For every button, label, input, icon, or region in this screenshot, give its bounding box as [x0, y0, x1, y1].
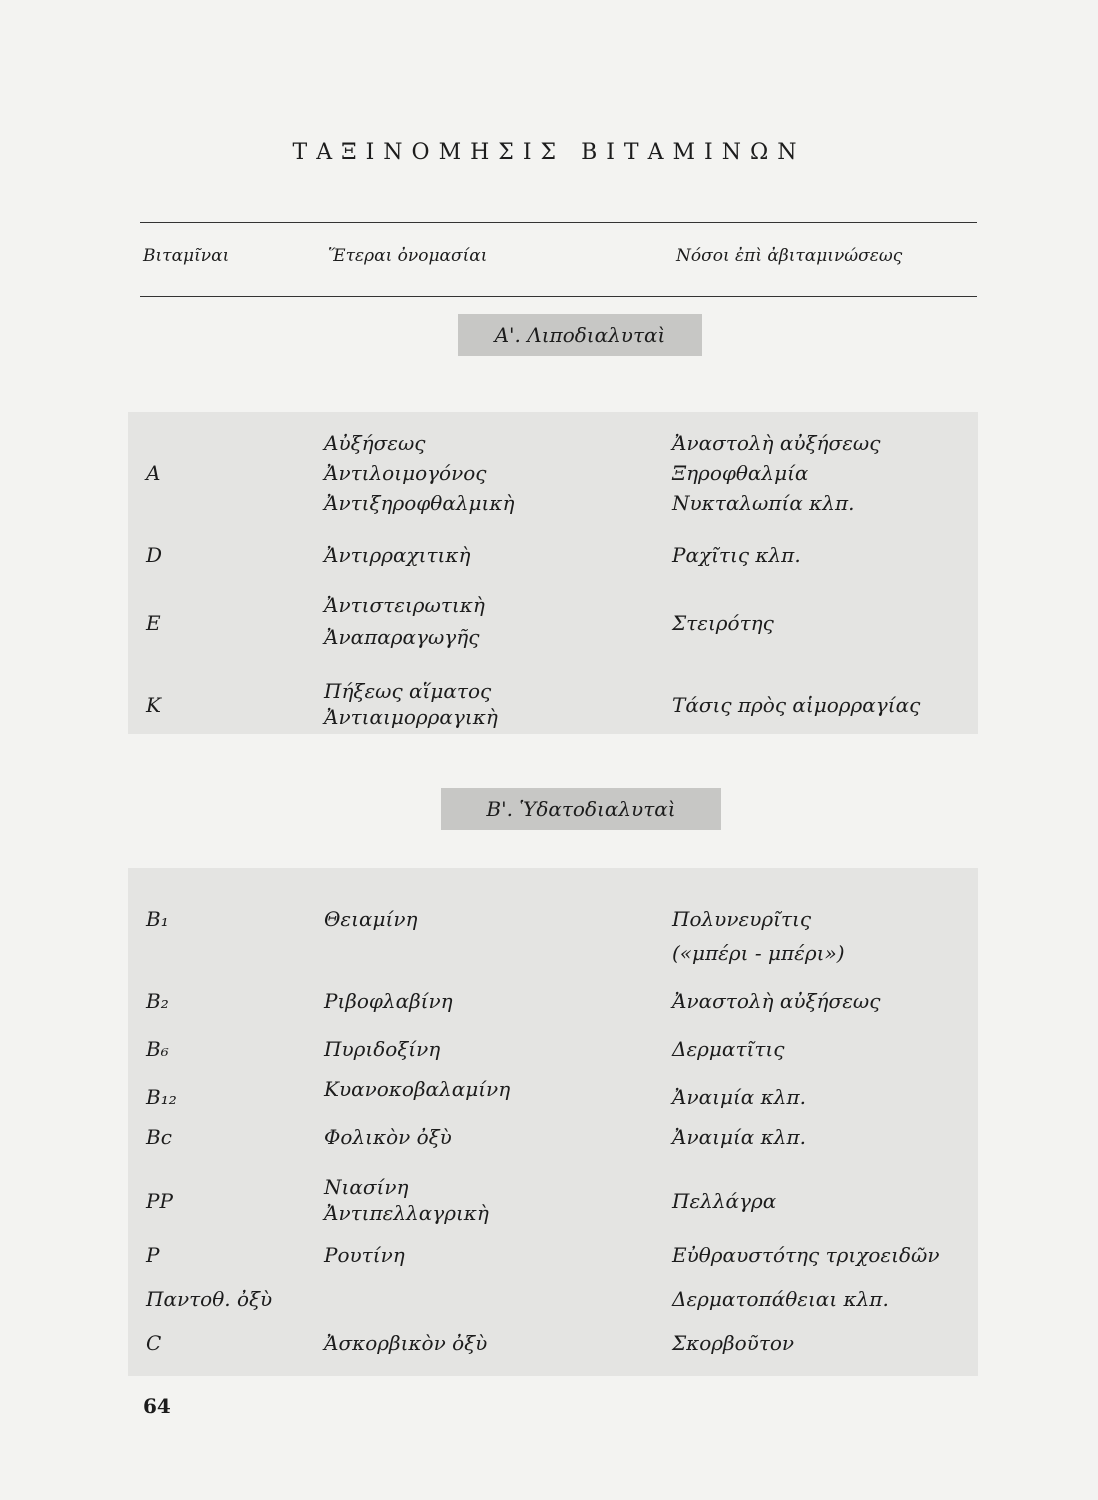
table-cell-disease: Στειρότης: [672, 611, 774, 635]
table-cell-vitamin: B₁: [146, 907, 169, 931]
table-cell-disease: Δερματοπάθειαι κλπ.: [672, 1287, 889, 1311]
table-cell-other-name: Ἀντιστειρωτικὴ: [324, 593, 485, 617]
table-cell-disease: Εὐθραυστότης τριχοειδῶν: [672, 1243, 940, 1267]
table-cell-disease: Ραχῖτις κλπ.: [672, 543, 801, 567]
table-cell-other-name: Πήξεως αἵματος: [324, 679, 492, 703]
table-cell-disease: Ἀναιμία κλπ.: [672, 1125, 806, 1149]
table-cell-other-name: Φολικὸν ὀξὺ: [324, 1125, 452, 1149]
table-cell-vitamin: Bc: [146, 1125, 172, 1149]
table-cell-other-name: Ἀναπαραγωγῆς: [324, 625, 480, 649]
header-vitamins: Βιταμῖναι: [143, 246, 230, 266]
table-cell-disease: Πελλάγρα: [672, 1189, 777, 1213]
page-number: 64: [143, 1394, 171, 1418]
section-label-fat-soluble: Α'. Λιποδιαλυταὶ: [458, 314, 702, 356]
table-cell-other-name: Ἀντιξηροφθαλμικὴ: [324, 491, 515, 515]
table-cell-disease: Ἀναστολὴ αὐξήσεως: [672, 989, 881, 1013]
table-cell-vitamin: B₆: [146, 1037, 169, 1061]
table-cell-vitamin: E: [146, 611, 161, 635]
table-top-rule: [140, 222, 977, 223]
table-cell-vitamin: P: [146, 1243, 160, 1267]
table-header-rule: [140, 296, 977, 297]
table-cell-other-name: Ἀντιρραχιτικὴ: [324, 543, 471, 567]
table-cell-disease: Ξηροφθαλμία: [672, 461, 809, 485]
table-cell-other-name: Ρουτίνη: [324, 1243, 405, 1267]
table-cell-disease: Ἀναιμία κλπ.: [672, 1085, 806, 1109]
table-cell-vitamin: K: [146, 693, 161, 717]
table-cell-vitamin: C: [146, 1331, 162, 1355]
section-label-water-soluble: Β'. Ὑδατοδιαλυταὶ: [441, 788, 721, 830]
table-cell-other-name: Ἀντιαιμορραγικὴ: [324, 705, 498, 729]
table-cell-other-name: Νιασίνη: [324, 1175, 409, 1199]
shaded-region-fat-soluble: [128, 412, 978, 734]
table-cell-disease: Πολυνευρῖτις: [672, 907, 812, 931]
table-cell-other-name: Αὐξήσεως: [324, 431, 426, 455]
header-other-names: Ἕτεραι ὀνομασίαι: [328, 246, 488, 266]
header-diseases: Νόσοι ἐπὶ ἀβιταμινώσεως: [676, 246, 903, 266]
table-cell-other-name: Κυανοκοβαλαμίνη: [324, 1077, 511, 1101]
table-cell-disease: Ἀναστολὴ αὐξήσεως: [672, 431, 881, 455]
table-cell-vitamin: Παντοθ. ὀξὺ: [146, 1287, 273, 1311]
table-cell-vitamin: PP: [146, 1189, 173, 1213]
table-cell-disease: Σκορβοῦτον: [672, 1331, 795, 1355]
table-cell-other-name: Ριβοφλαβίνη: [324, 989, 453, 1013]
table-cell-other-name: Ἀντιπελλαγρικὴ: [324, 1201, 489, 1225]
table-cell-other-name: Πυριδοξίνη: [324, 1037, 441, 1061]
table-cell-other-name: Θειαμίνη: [324, 907, 418, 931]
table-cell-disease: Τάσις πρὸς αἱμορραγίας: [672, 693, 921, 717]
table-cell-disease: Δερματῖτις: [672, 1037, 785, 1061]
table-cell-disease: («μπέρι - μπέρι»): [672, 941, 845, 965]
table-cell-disease: Νυκταλωπία κλπ.: [672, 491, 855, 515]
table-cell-vitamin: B₁₂: [146, 1085, 177, 1109]
table-cell-other-name: Ἀσκορβικὸν ὀξὺ: [324, 1331, 488, 1355]
table-cell-other-name: Ἀντιλοιμογόνος: [324, 461, 487, 485]
table-cell-vitamin: D: [146, 543, 163, 567]
page-title: ΤΑΞΙΝΟΜΗΣΙΣ ΒΙΤΑΜΙΝΩΝ: [292, 140, 806, 165]
table-cell-vitamin: A: [146, 461, 161, 485]
table-cell-vitamin: B₂: [146, 989, 169, 1013]
